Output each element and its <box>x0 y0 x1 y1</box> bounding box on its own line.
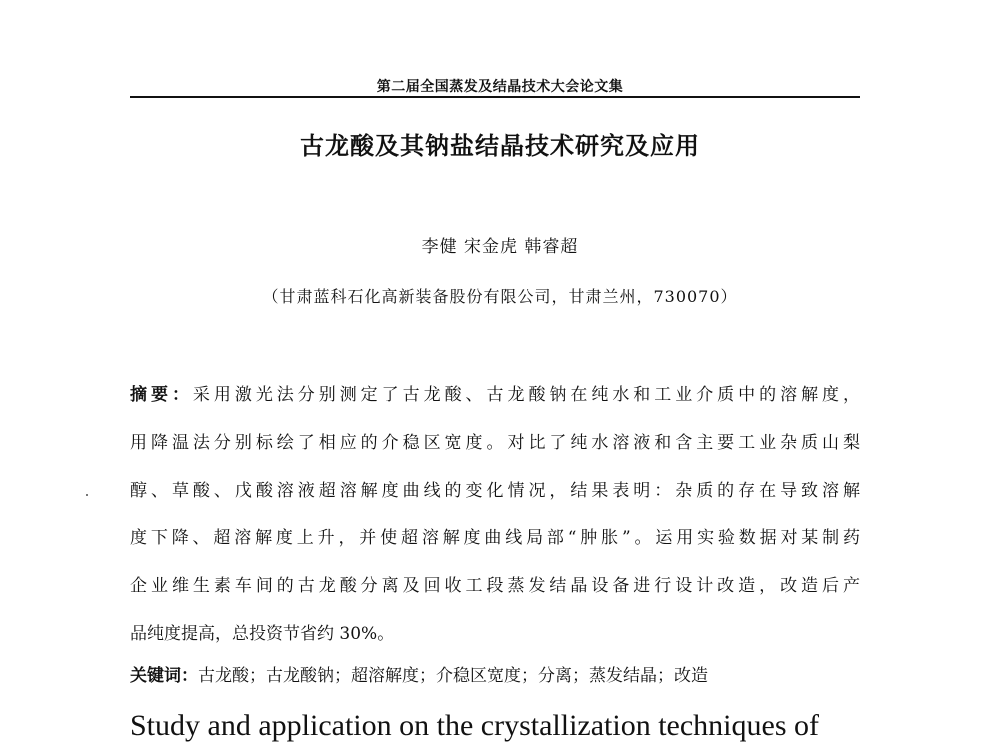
authors: 李健 宋金虎 韩睿超 <box>421 237 579 257</box>
keywords <box>130 664 860 688</box>
keywords-label: 关键词： <box>130 666 198 686</box>
abstract-line-3: 醇、草酸、戊酸溶液超溶解度曲线的变化情况，结果表明：杂质的存在导致溶解 <box>130 480 860 501</box>
english-title: Study and application on the crystallization techniques of <box>130 709 819 742</box>
running-header: 第二届全国蒸发及结晶技术大会论文集 <box>376 79 624 95</box>
header-rule <box>130 96 860 98</box>
abstract-label: 摘要： <box>130 385 193 405</box>
abstract-line-1 <box>130 372 860 420</box>
abstract-line-4: 度下降、超溶解度上升，并使超溶解度曲线局部“肿胀”。运用实验数据对某制药 <box>130 528 860 549</box>
keywords-text: 古龙酸；古龙酸钠；超溶解度；介稳区宽度；分离；蒸发结晶；改造 <box>198 666 708 686</box>
abstract <box>130 372 860 659</box>
paper-title: 古龙酸及其钠盐结晶技术研究及应用 <box>300 132 700 160</box>
abstract-line-6: 品纯度提高，总投资节省约 30%。 <box>130 623 395 644</box>
scan-speck <box>86 494 88 496</box>
affiliation: （甘肃蓝科石化高新装备股份有限公司，甘肃兰州，730070） <box>262 287 738 306</box>
abstract-line-5: 企业维生素车间的古龙酸分离及回收工段蒸发结晶设备进行设计改造，改造后产 <box>130 576 860 597</box>
abstract-text-1: 采用激光法分别测定了古龙酸、古龙酸钠在纯水和工业介质中的溶解度， <box>192 385 860 405</box>
abstract-line-2: 用降温法分别标绘了相应的介稳区宽度。对比了纯水溶液和含主要工业杂质山梨 <box>130 432 860 453</box>
